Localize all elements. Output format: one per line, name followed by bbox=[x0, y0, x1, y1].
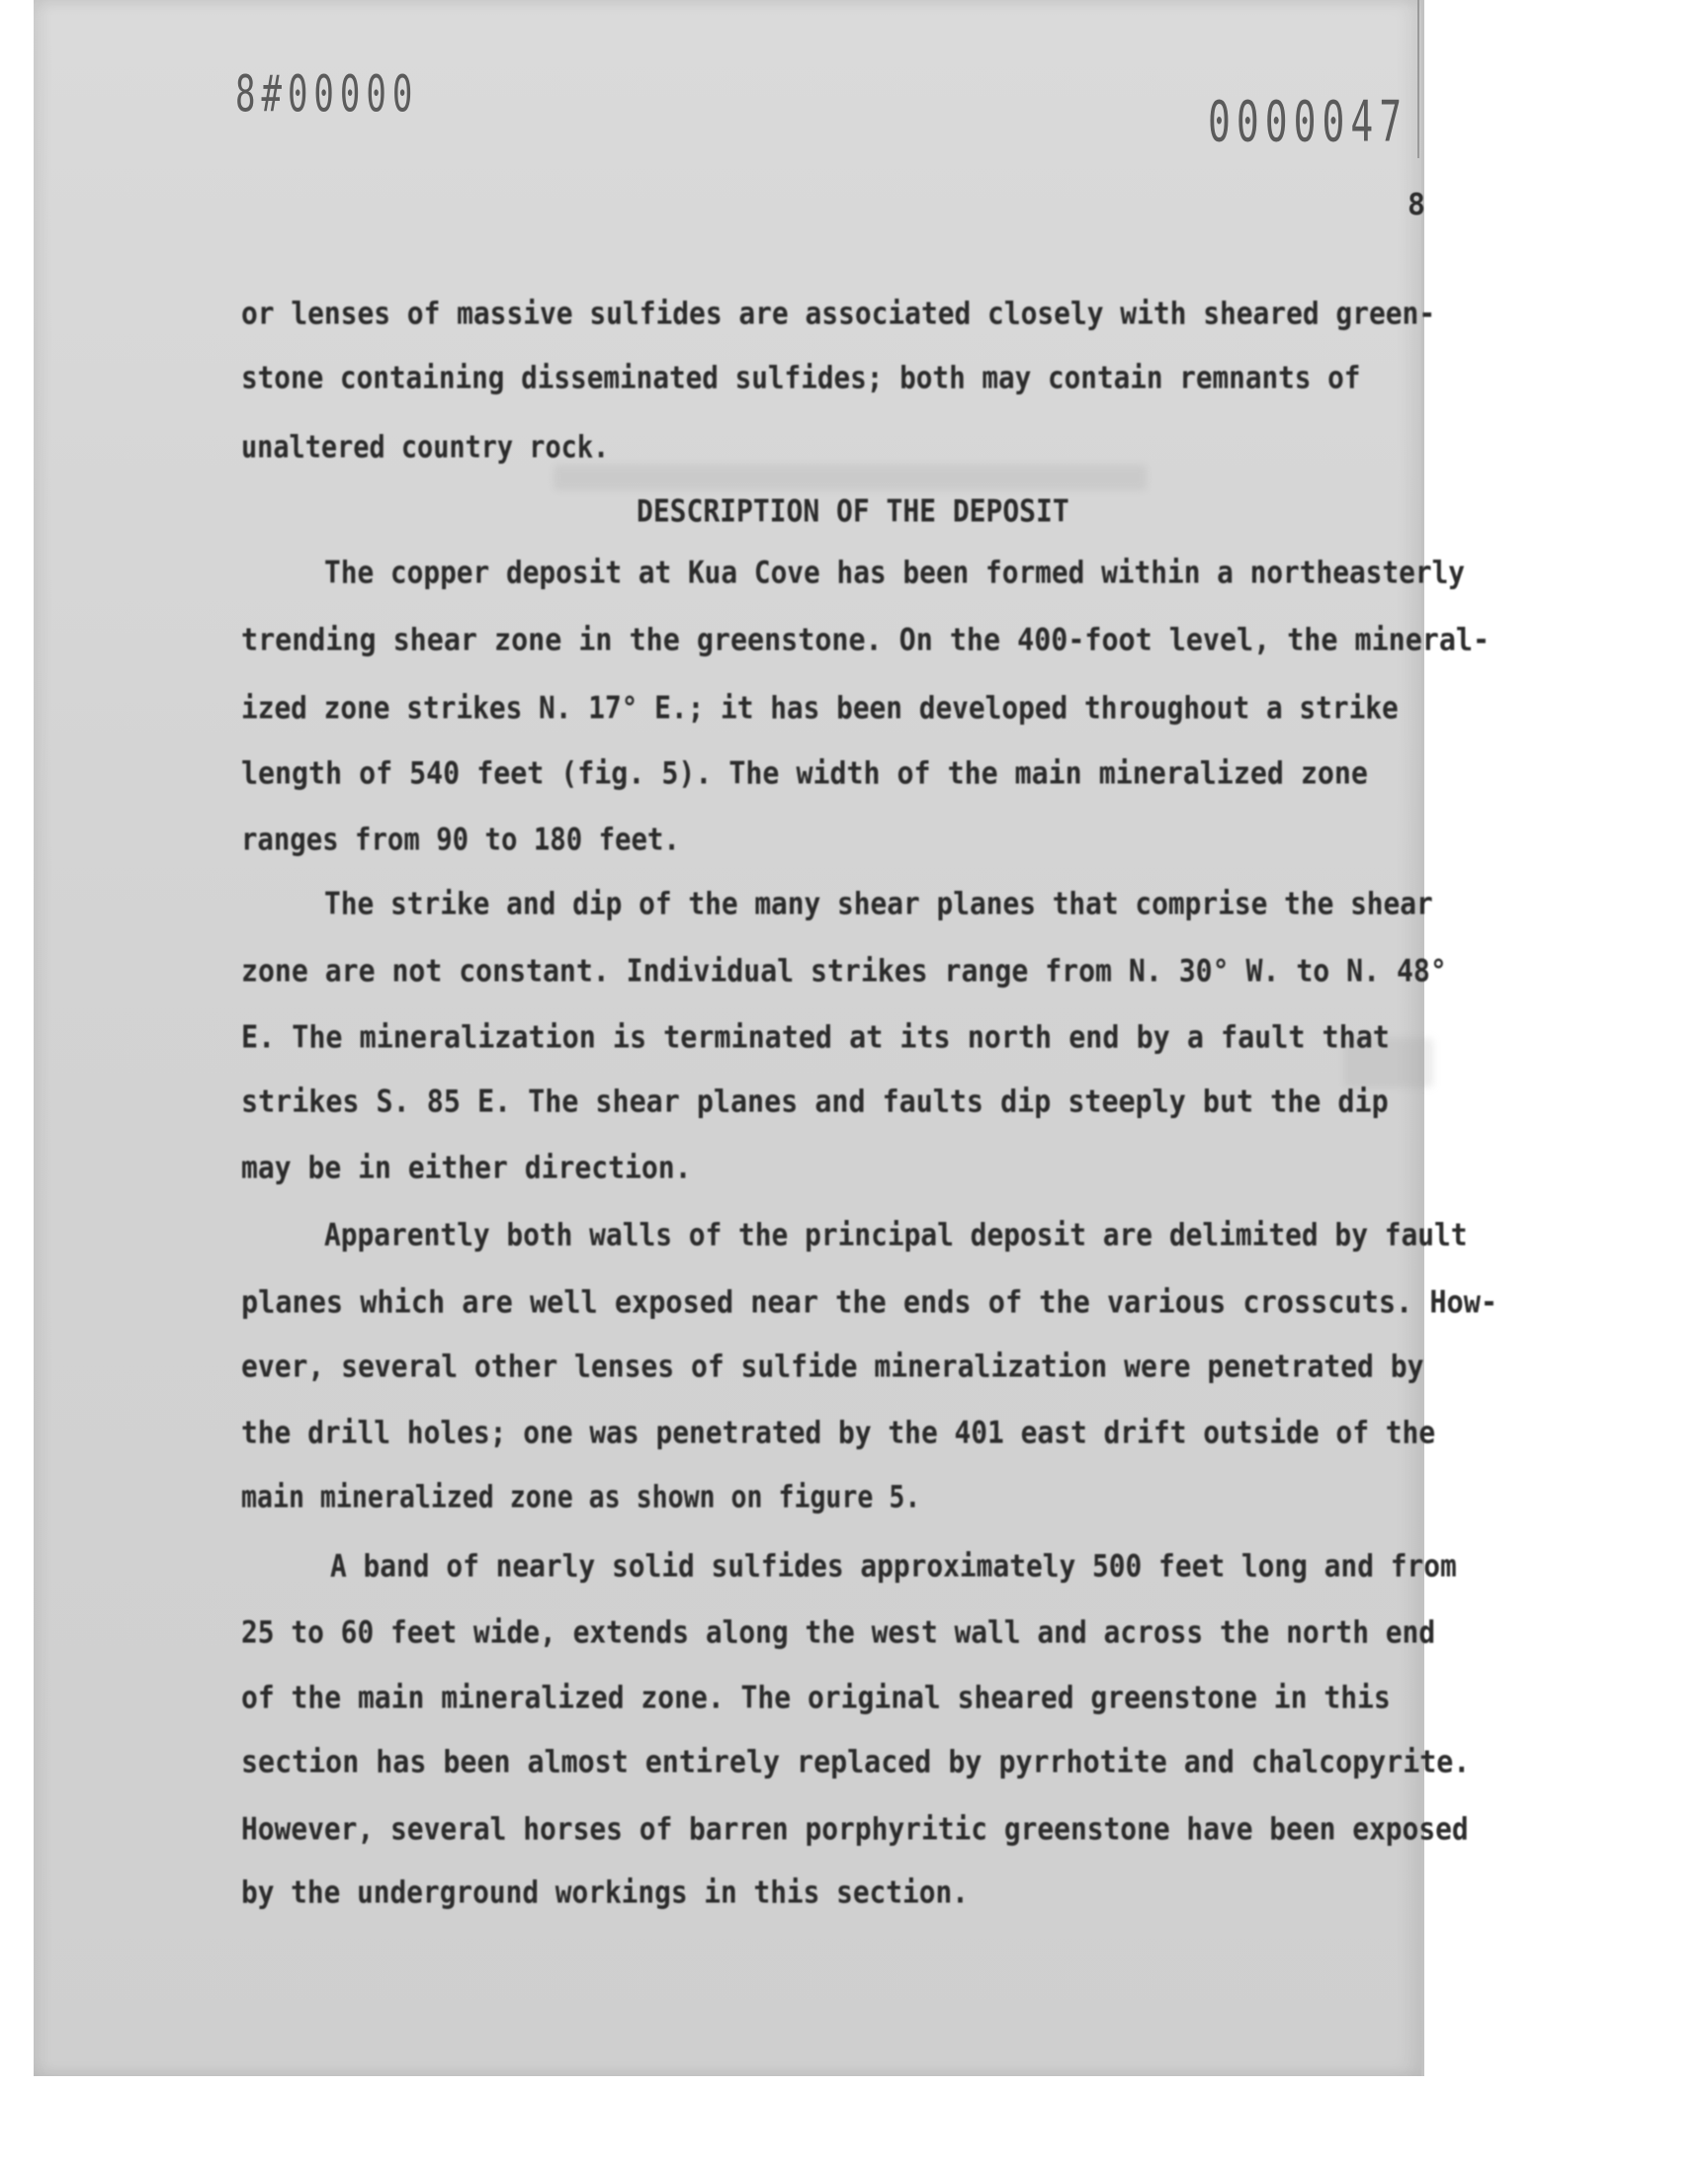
page-edge-line bbox=[1417, 0, 1419, 158]
text-line: unaltered country rock. bbox=[241, 429, 610, 466]
text-line: or lenses of massive sulfides are associated closely with sheared green- bbox=[241, 296, 1436, 332]
text-line: of the main mineralized zone. The original sheared greenstone in this bbox=[241, 1680, 1391, 1716]
text-line: However, several horses of barren porphyritic greenstone have been exposed bbox=[241, 1811, 1469, 1848]
text-line: Apparently both walls of the principal deposit are delimited by fault bbox=[324, 1217, 1468, 1254]
text-line: E. The mineralization is terminated at its north end by a fault that bbox=[241, 1019, 1390, 1056]
text-line: length of 540 feet (fig. 5). The width of the main mineralized zone bbox=[241, 755, 1368, 792]
text-line: trending shear zone in the greenstone. On the 400-foot level, the mineral- bbox=[241, 622, 1491, 658]
document-id-stamp-right: 0000047 bbox=[1208, 89, 1409, 154]
text-line: A band of nearly solid sulfides approximately 500 feet long and from bbox=[330, 1548, 1457, 1585]
text-line: by the underground workings in this section. bbox=[241, 1874, 969, 1911]
document-id-stamp-left: 8#00000 bbox=[235, 65, 419, 125]
text-line: strikes S. 85 E. The shear planes and faults dip steeply but the dip bbox=[241, 1084, 1389, 1120]
text-line: 25 to 60 feet wide, extends along the west wall and across the north end bbox=[241, 1614, 1436, 1651]
text-line: planes which are well exposed near the ends of the various crosscuts. How- bbox=[241, 1284, 1498, 1321]
bleed-through-mark bbox=[554, 465, 1147, 490]
text-line: stone containing disseminated sulfides; both may contain remnants of bbox=[241, 360, 1361, 396]
text-line: main mineralized zone as shown on figure 5. bbox=[241, 1479, 921, 1516]
text-line: The strike and dip of the many shear planes that comprise the shear bbox=[324, 886, 1433, 922]
page-number: 8 bbox=[1408, 188, 1426, 222]
text-line: zone are not constant. Individual strikes range from N. 30° W. to N. 48° bbox=[241, 953, 1447, 990]
text-line: The copper deposit at Kua Cove has been formed within a northeasterly bbox=[324, 555, 1466, 591]
text-line: ized zone strikes N. 17° E.; it has been developed throughout a strike bbox=[241, 690, 1399, 727]
text-line: may be in either direction. bbox=[241, 1150, 692, 1186]
text-line: section has been almost entirely replaced by pyrrhotite and chalcopyrite. bbox=[241, 1744, 1471, 1781]
text-line: ever, several other lenses of sulfide mineralization were penetrated by bbox=[241, 1348, 1424, 1385]
text-line: ranges from 90 to 180 feet. bbox=[241, 822, 680, 858]
section-heading: DESCRIPTION OF THE DEPOSIT bbox=[637, 493, 1069, 530]
text-line: the drill holes; one was penetrated by the 401 east drift outside of the bbox=[241, 1415, 1436, 1451]
